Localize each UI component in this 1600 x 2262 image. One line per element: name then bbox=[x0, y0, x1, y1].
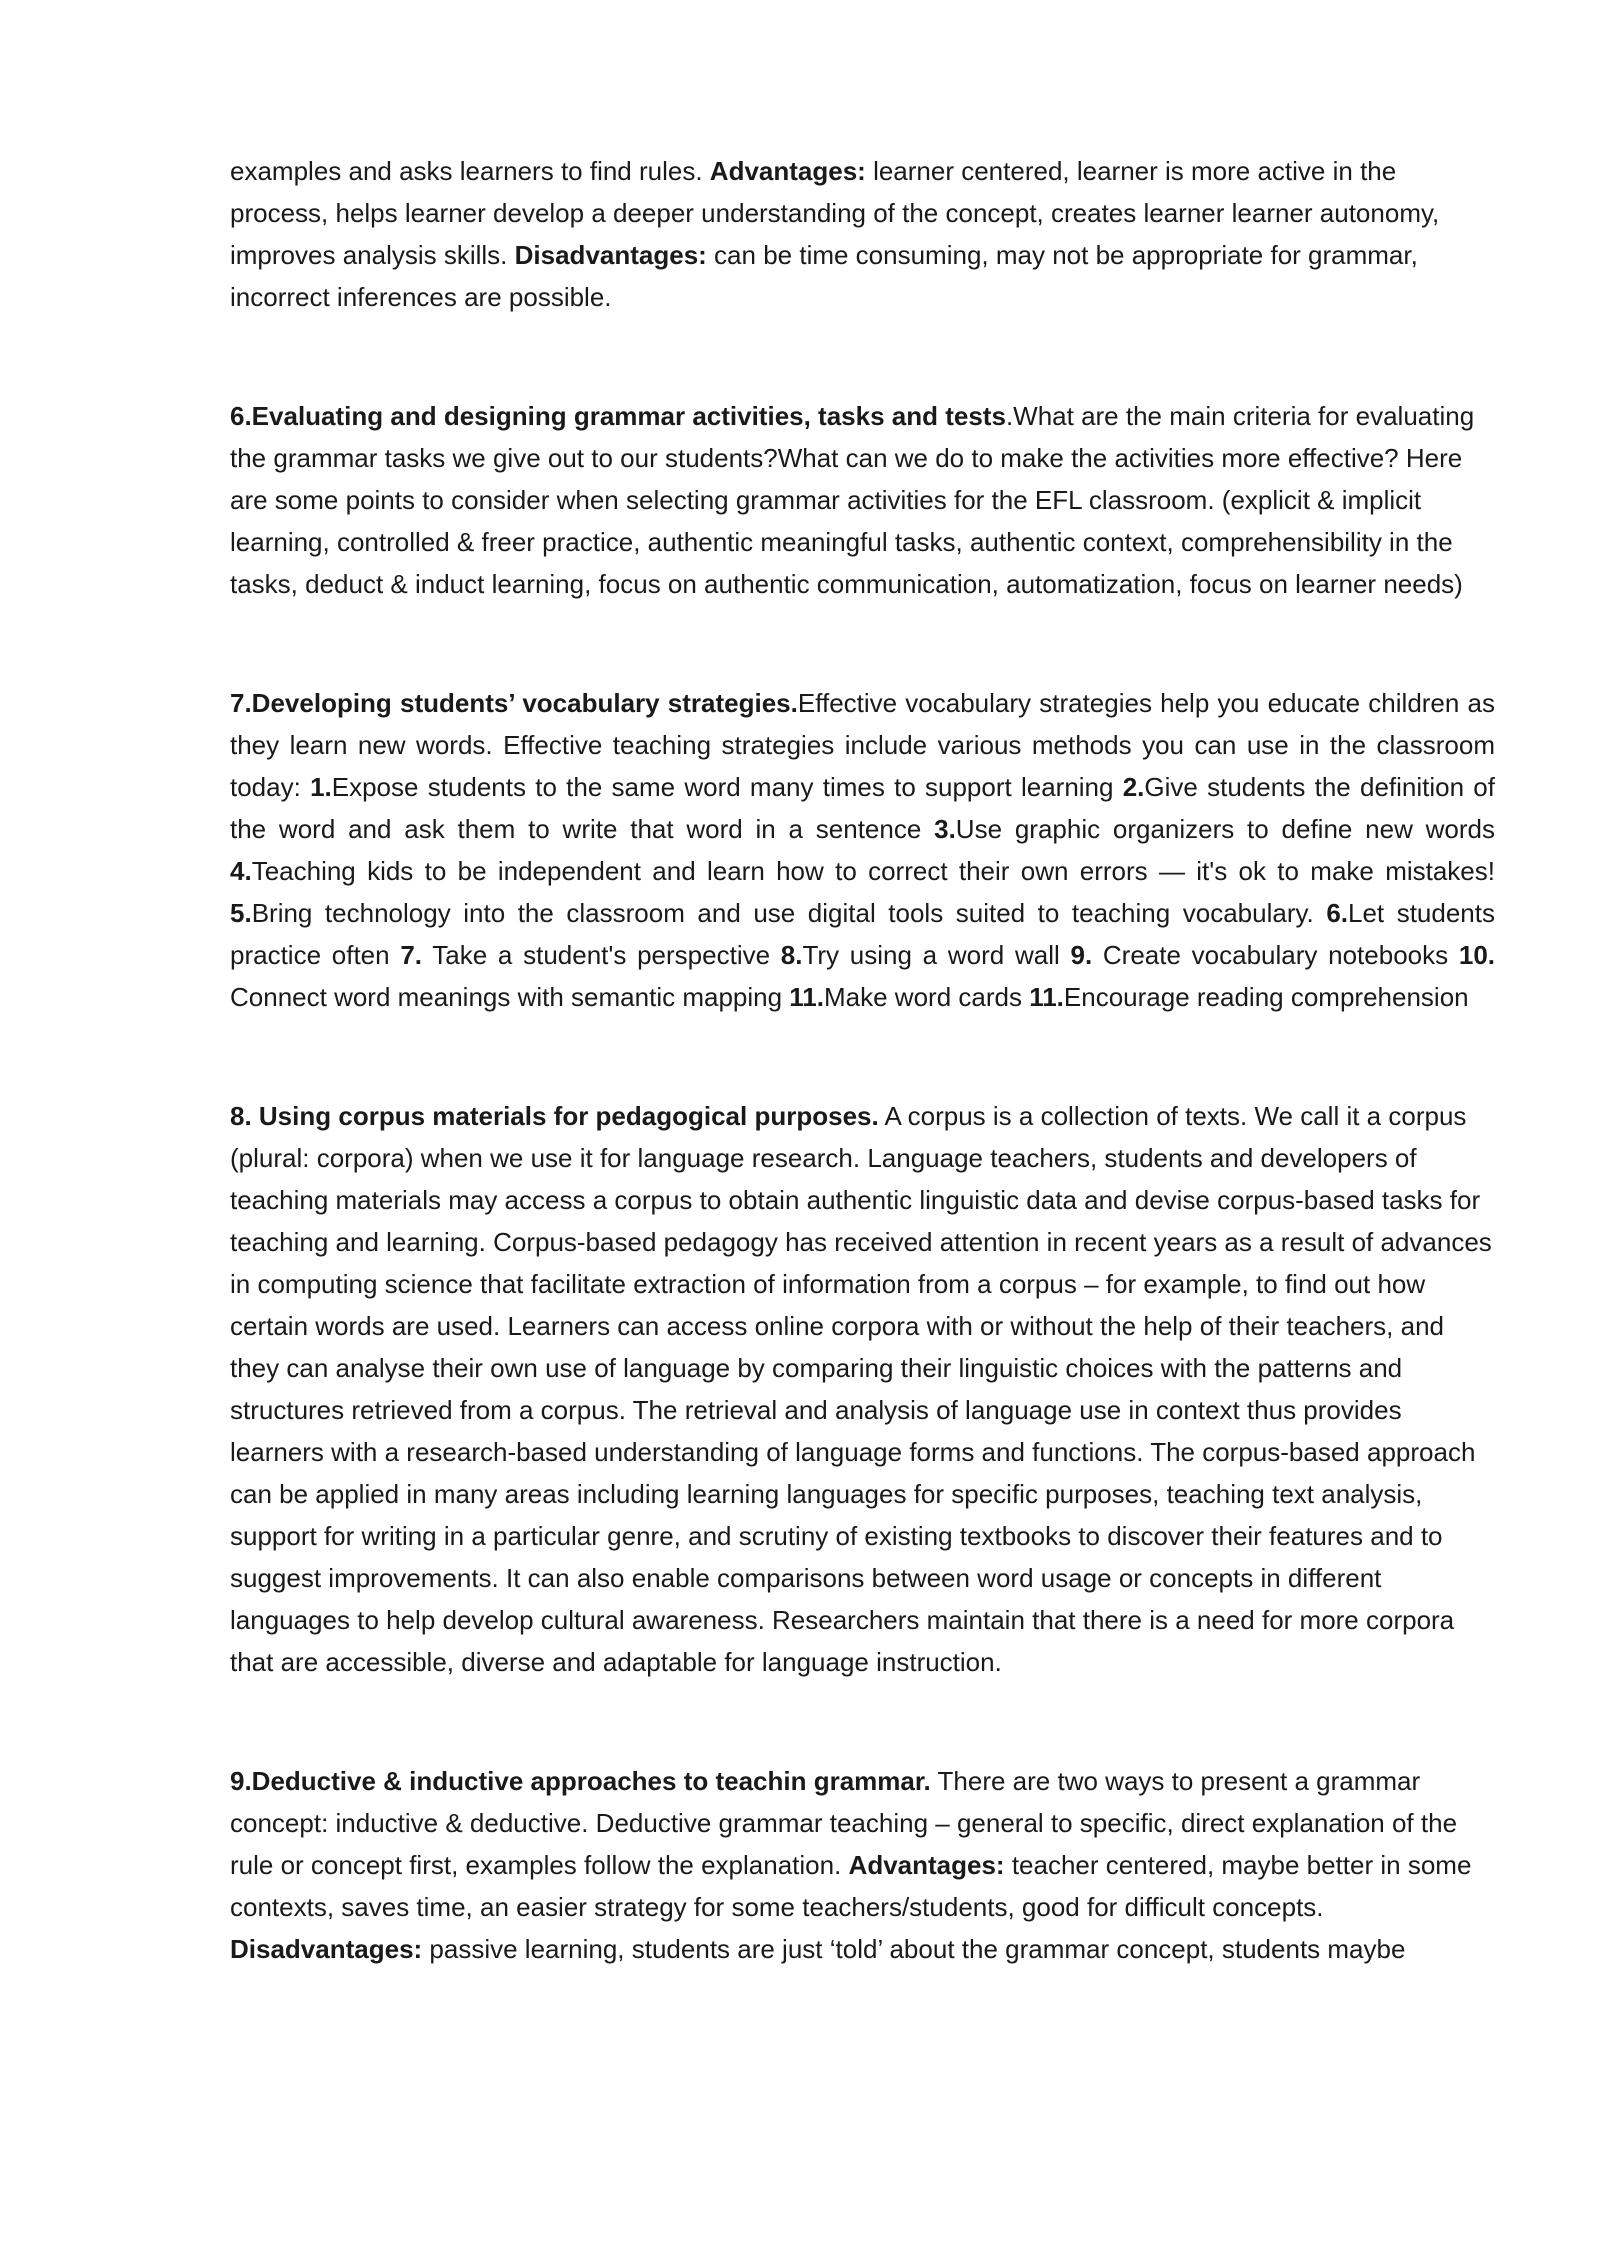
text-run: Use graphic organizers to define new words bbox=[955, 814, 1495, 844]
list-number: 1. bbox=[310, 772, 332, 802]
list-number: 5. bbox=[230, 898, 252, 928]
text-run: Create vocabulary notebooks bbox=[1092, 940, 1459, 970]
list-number: 11. bbox=[1029, 982, 1064, 1012]
list-number: 7. bbox=[400, 940, 423, 970]
list-number: 11. bbox=[789, 982, 824, 1012]
list-number: 10. bbox=[1458, 940, 1496, 970]
bold-label-advantages: Advantages: bbox=[848, 1850, 1005, 1880]
section-6-heading: 6.Evaluating and designing grammar activities, tasks and tests bbox=[230, 401, 1006, 431]
section-5-continuation bbox=[230, 150, 1495, 318]
list-number: 8. bbox=[780, 940, 803, 970]
text-run: Encourage reading comprehension bbox=[1063, 982, 1469, 1012]
section-9 bbox=[230, 1760, 1495, 1970]
text-run: Give students the definition of the word and ask them to write that word in a sentence bbox=[230, 772, 1495, 844]
text-run: Expose students to the same word many times to support learning bbox=[331, 772, 1123, 802]
text-run: Make word cards bbox=[824, 982, 1030, 1012]
text-run: .What are the main criteria for evaluating the grammar tasks we give out to our students?What can we do to make the activities more effective? Here are some points to consider when selecting grammar activities for the EFL classroom. (explicit & implicit learning, controlled & freer practice, authentic meaningful tasks, authentic context, comprehensibility in the tasks, deduct & induct learning, focus on authentic communication, automatization, focus on learner needs) bbox=[230, 401, 1475, 599]
text-run: learner centered, learner is more active in the process, helps learner develop a deeper understanding of the concept, creates learner learner autonomy, improves analysis skills. bbox=[230, 156, 1440, 270]
text-run: teacher centered, maybe better in some contexts, saves time, an easier strategy for some teachers/students, good for difficult concepts. bbox=[230, 1850, 1472, 1922]
section-7 bbox=[230, 682, 1495, 1018]
text-run: Take a student's perspective bbox=[422, 940, 781, 970]
text-run: A corpus is a collection of texts. We call it a corpus (plural: corpora) when we use it for language research. Language teachers, students and developers of teaching materials may access a corpus to obtain authentic linguistic data and devise corpus-based tasks for teaching and learning. Corpus-based pedagogy has received attention in recent years as a result of advances in computing science that facilitate extraction of information from a corpus – for example, to find out how certain words are used. Learners can access online corpora with or without the help of their teachers, and they can analyse their own use of language by comparing their linguistic choices with the patterns and structures retrieved from a corpus. The retrieval and analysis of language use in context thus provides learners with a research-based understanding of language forms and functions. The corpus-based approach can be applied in many areas including learning languages for specific purposes, teaching text analysis, support for writing in a particular genre, and scrutiny of existing textbooks to discover their features and to suggest improvements. It can also enable comparisons between word usage or concepts in different languages to help develop cultural awareness. Researchers maintain that there is a need for more corpora that are accessible, diverse and adaptable for language instruction. bbox=[230, 1101, 1492, 1677]
list-number: 9. bbox=[1070, 940, 1093, 970]
document-page bbox=[230, 150, 1495, 1970]
section-9-heading: 9.Deductive & inductive approaches to teachin grammar. bbox=[230, 1766, 931, 1796]
text-run: There are two ways to present a grammar concept: inductive & deductive. Deductive grammar teaching – general to specific, direct explanation of the rule or concept first, examples follow the explanation. bbox=[230, 1766, 1458, 1880]
bold-label-disadvantages: Disadvantages: bbox=[514, 240, 707, 270]
section-8 bbox=[230, 1095, 1495, 1683]
text-run: Effective vocabulary strategies help you educate children as they learn new words. Effective teaching strategies include various methods you can use in the classroom today: bbox=[230, 688, 1496, 802]
list-number: 2. bbox=[1122, 772, 1145, 802]
list-number: 3. bbox=[934, 814, 956, 844]
text-run: Let students practice often bbox=[230, 898, 1495, 970]
text-run: passive learning, students are just ‘told’ about the grammar concept, students maybe bbox=[422, 1934, 1406, 1964]
section-6 bbox=[230, 395, 1495, 605]
text-run: Try using a word wall bbox=[802, 940, 1071, 970]
list-number: 6. bbox=[1326, 898, 1349, 928]
bold-label-advantages: Advantages: bbox=[709, 156, 866, 186]
bold-label-disadvantages: Disadvantages: bbox=[230, 1934, 423, 1964]
section-8-heading: 8. Using corpus materials for pedagogical purposes. bbox=[230, 1101, 879, 1131]
text-run: examples and asks learners to find rules. bbox=[230, 156, 710, 186]
text-run: Teaching kids to be independent and learn how to correct their own errors — it's ok to make mistakes! bbox=[251, 856, 1495, 886]
text-run: can be time consuming, may not be appropriate for grammar, incorrect inferences are possible. bbox=[230, 240, 1418, 312]
text-run: Connect word meanings with semantic mapping bbox=[230, 982, 790, 1012]
section-7-heading: 7.Developing students’ vocabulary strategies. bbox=[230, 688, 798, 718]
list-number: 4. bbox=[230, 856, 252, 886]
text-run: Bring technology into the classroom and use digital tools suited to teaching vocabulary. bbox=[251, 898, 1327, 928]
